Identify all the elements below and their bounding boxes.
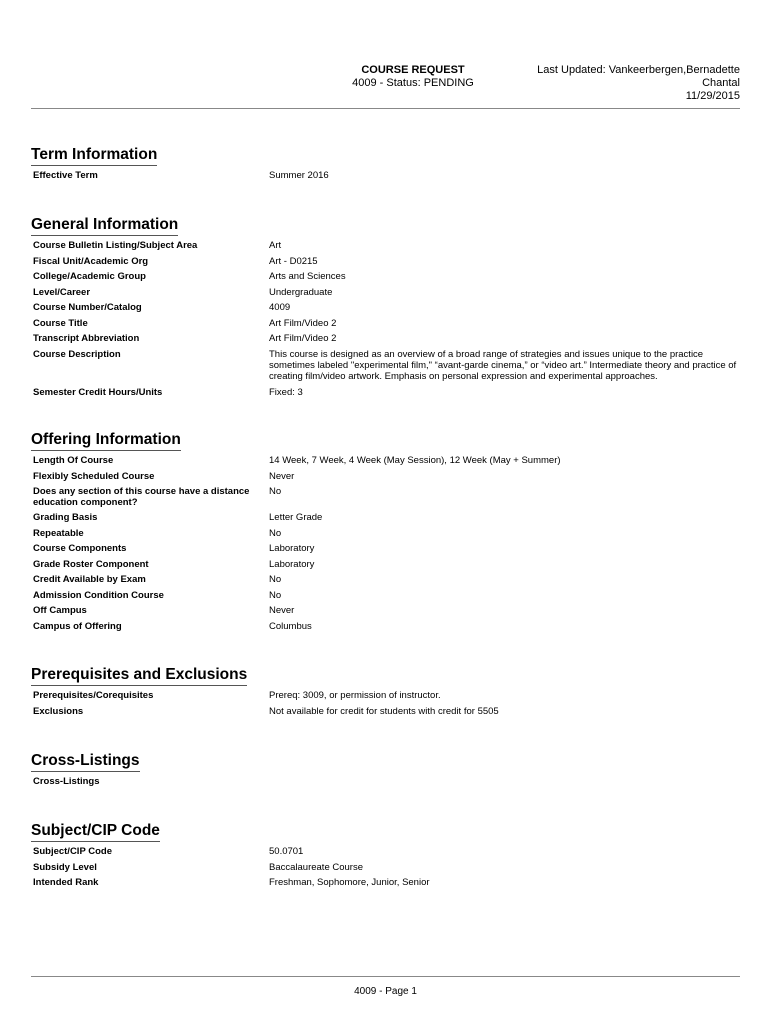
field-label: Prerequisites/Corequisites (33, 690, 154, 701)
field-label: Transcript Abbreviation (33, 333, 140, 344)
field-label: Intended Rank (33, 877, 99, 888)
section-title: Subject/CIP Code (31, 821, 160, 842)
field-row (31, 240, 740, 256)
field-row (31, 170, 740, 186)
field-value: Laboratory (269, 558, 315, 570)
field-value: 4009 (269, 302, 291, 313)
page-footer (31, 976, 740, 997)
field-value: Art (269, 240, 282, 251)
prerequisites-section (31, 665, 740, 721)
page-number: 4009 - Page 1 (354, 986, 417, 997)
field-row (31, 455, 740, 471)
field-value: 50.0701 (269, 846, 304, 857)
field-row (31, 256, 740, 272)
field-label: Campus of Offering (33, 620, 122, 632)
field-row (31, 271, 740, 287)
field-row (31, 574, 740, 590)
field-value: Freshman, Sophomore, Junior, Senior (269, 877, 430, 888)
field-value: Prereq: 3009, or permission of instructor. (269, 690, 441, 701)
field-label: Admission Condition Course (33, 589, 164, 601)
field-row (31, 287, 740, 303)
field-value: Columbus (269, 620, 312, 632)
field-value: No (269, 486, 282, 497)
field-label: Effective Term (33, 170, 98, 181)
field-value: Not available for credit for students with credit for 5505 (269, 705, 499, 717)
field-value: 14 Week, 7 Week, 4 Week (May Session), 12 Week (May + Summer) (269, 455, 561, 466)
field-label: Flexibly Scheduled Course (33, 470, 155, 482)
field-label: Course Title (33, 317, 88, 329)
field-row (31, 877, 740, 893)
field-value: Art Film/Video 2 (269, 317, 337, 329)
field-label: Cross-Listings (33, 776, 100, 787)
field-label: Length Of Course (33, 455, 114, 466)
field-row (31, 690, 740, 706)
field-row (31, 471, 740, 487)
field-value: No (269, 574, 282, 585)
field-label: Credit Available by Exam (33, 574, 146, 585)
field-label: Exclusions (33, 705, 84, 717)
field-value: Undergraduate (269, 286, 333, 298)
field-value: Laboratory (269, 543, 315, 554)
field-label: Subject/CIP Code (33, 846, 113, 857)
field-row (31, 333, 740, 349)
field-label: Does any section of this course have a distance education component? (33, 486, 250, 508)
field-row (31, 776, 740, 792)
field-row (31, 512, 740, 528)
section-title: Prerequisites and Exclusions (31, 665, 247, 686)
field-label: Off Campus (33, 605, 87, 616)
general-information-section (31, 215, 740, 402)
section-title: Cross-Listings (31, 751, 140, 772)
field-value: Art - D0215 (269, 255, 318, 267)
field-label: Fiscal Unit/Academic Org (33, 255, 149, 267)
field-label: Level/Career (33, 286, 91, 298)
field-value: Never (269, 470, 295, 482)
last-updated-line1: Last Updated: Vankeerbergen,Bernadette (537, 64, 740, 76)
field-value: Summer 2016 (269, 170, 329, 181)
field-label: Course Number/Catalog (33, 302, 142, 313)
section-title: Term Information (31, 145, 157, 166)
field-value: Arts and Sciences (269, 271, 346, 282)
section-title: General Information (31, 215, 178, 236)
field-value: No (269, 589, 282, 601)
field-value: Letter Grade (269, 512, 323, 523)
field-label: Grading Basis (33, 512, 98, 523)
field-row (31, 590, 740, 606)
field-value: Fixed: 3 (269, 386, 303, 398)
field-row (31, 387, 740, 403)
page-header (31, 62, 740, 109)
field-row (31, 862, 740, 878)
field-row (31, 318, 740, 334)
field-row (31, 486, 740, 512)
field-row (31, 605, 740, 621)
field-label: Repeatable (33, 527, 84, 539)
last-updated-block (480, 64, 740, 103)
section-title: Offering Information (31, 430, 181, 451)
offering-information-section (31, 430, 740, 636)
field-value: Baccalaureate Course (269, 861, 363, 873)
field-label: College/Academic Group (33, 271, 146, 282)
field-row (31, 559, 740, 575)
field-row (31, 349, 740, 387)
field-value: No (269, 527, 282, 539)
header-center (321, 64, 505, 90)
field-label: Semester Credit Hours/Units (33, 386, 163, 398)
field-label: Course Components (33, 543, 127, 554)
cross-listings-section (31, 751, 740, 792)
term-information-section (31, 145, 740, 186)
field-label: Grade Roster Component (33, 558, 149, 570)
field-row (31, 543, 740, 559)
status-text: 4009 - Status: PENDING (352, 77, 474, 89)
last-updated-date: 11/29/2015 (685, 90, 740, 102)
subject-cip-section (31, 821, 740, 893)
last-updated-line2: Chantal (702, 77, 740, 89)
course-description-value: This course is designed as an overview of a broad range of strategies and issues unique to the practice sometimes labeled "experimental film," “avant-garde cinema,” or “video art.” Intermediate theory and practice of creating film/video artwork. Emphasis on personal expression and experimental approaches. (269, 348, 737, 382)
field-value: Art Film/Video 2 (269, 333, 337, 344)
document-title: COURSE REQUEST (361, 64, 465, 76)
field-value: Never (269, 605, 295, 616)
field-row (31, 528, 740, 544)
field-row (31, 846, 740, 862)
field-label: Course Description (33, 348, 121, 360)
field-label: Course Bulletin Listing/Subject Area (33, 240, 198, 251)
field-row (31, 302, 740, 318)
field-label: Subsidy Level (33, 861, 97, 873)
field-row (31, 706, 740, 722)
field-row (31, 621, 740, 637)
